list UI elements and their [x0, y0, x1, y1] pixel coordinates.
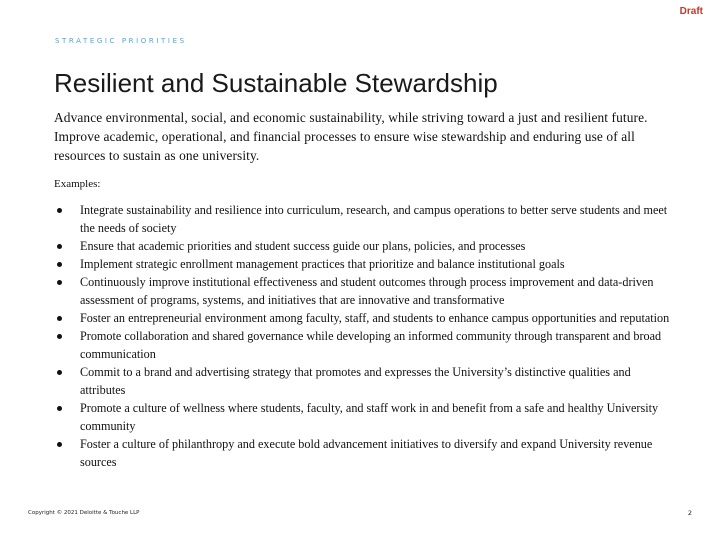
list-item-text: Ensure that academic priorities and student success guide our plans, policies, and processes — [80, 239, 526, 253]
list-item-text: Foster a culture of philanthropy and execute bold advancement initiatives to diversify and expand University revenue sources — [80, 437, 653, 469]
list-item-text: Implement strategic enrollment management practices that prioritize and balance institutional goals — [80, 257, 565, 271]
list-item-text: Promote collaboration and shared governance while developing an informed community through transparent and broad communication — [80, 329, 662, 361]
list-item — [54, 309, 674, 327]
bullet-icon — [57, 316, 62, 321]
page-title: Resilient and Sustainable Stewardship — [54, 68, 498, 98]
list-item — [54, 435, 674, 471]
bullet-icon — [57, 262, 62, 267]
bullet-icon — [57, 208, 62, 213]
bullet-icon — [57, 442, 62, 447]
bullet-icon — [57, 334, 62, 339]
list-item — [54, 201, 674, 237]
list-item-text: Foster an entrepreneurial environment among faculty, staff, and students to enhance campus opportunities and reputation — [80, 311, 670, 325]
page-number: 2 — [687, 509, 692, 517]
list-item-text: Integrate sustainability and resilience into curriculum, research, and campus operations to better serve students and meet the needs of society — [80, 203, 668, 235]
list-item — [54, 273, 674, 309]
list-item — [54, 399, 674, 435]
list-item — [54, 255, 674, 273]
list-item — [54, 363, 674, 399]
intro-paragraph: Advance environmental, social, and economic sustainability, while striving toward a just and resilient future. Improve academic, operational, and financial processes to ensure wise stewardship and enduring use of all resources to sustain as one university. — [54, 110, 648, 163]
list-item — [54, 237, 674, 255]
section-eyebrow: STRATEGIC PRIORITIES — [55, 37, 187, 45]
bullet-icon — [57, 280, 62, 285]
draft-label: Draft — [679, 6, 703, 17]
bullet-icon — [57, 244, 62, 249]
list-item-text: Promote a culture of wellness where students, faculty, and staff work in and benefit from a safe and healthy University community — [80, 401, 659, 433]
copyright-footer: Copyright © 2021 Deloitte & Touche LLP — [28, 510, 140, 516]
bullet-icon — [57, 370, 62, 375]
examples-list — [54, 201, 674, 471]
list-item-text: Continuously improve institutional effectiveness and student outcomes through process improvement and data-driven assessment of programs, systems, and initiatives that are innovative and transformative — [80, 275, 654, 307]
list-item-text: Commit to a brand and advertising strategy that promotes and expresses the University’s distinctive qualities and attributes — [80, 365, 631, 397]
list-item — [54, 327, 674, 363]
examples-label: Examples: — [54, 178, 101, 190]
bullet-icon — [57, 406, 62, 411]
